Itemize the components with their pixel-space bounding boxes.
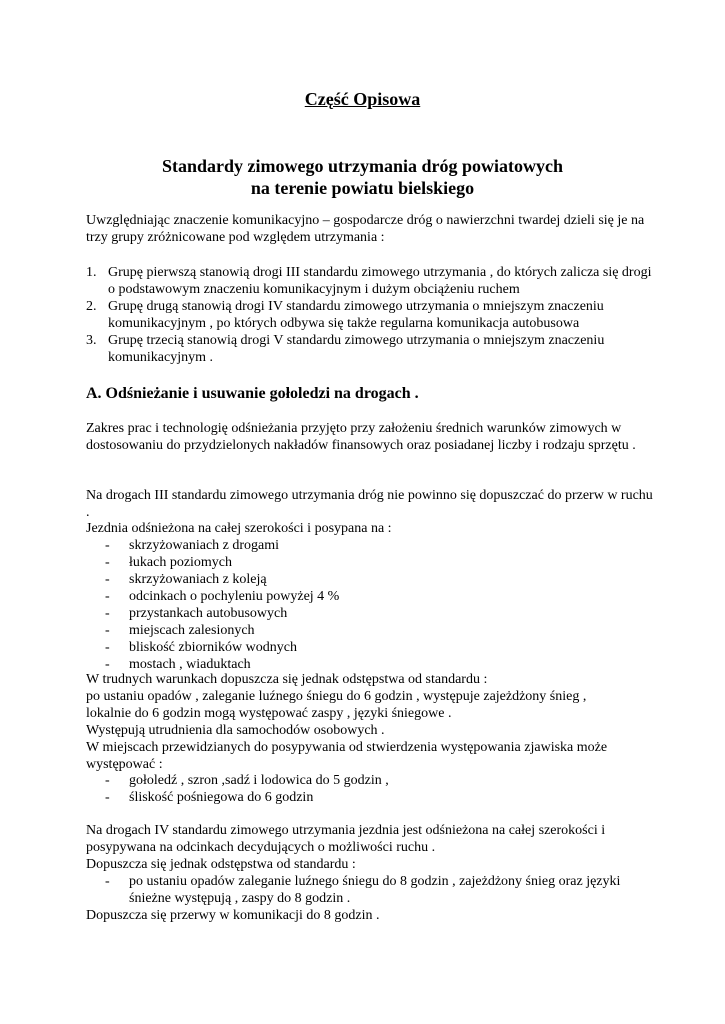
- list-item-text: bliskość zbiorników wodnych: [129, 640, 297, 655]
- list-item-text: skrzyżowaniach z drogami: [129, 538, 280, 553]
- difficult-conditions-line: W trudnych warunkach dopuszcza się jednak odstępstwa od standardu :: [86, 672, 488, 687]
- dash-bullet: -: [105, 606, 110, 621]
- list-item-text: skrzyżowaniach z koleją: [129, 572, 267, 587]
- list-item: [86, 264, 656, 298]
- standard-iv-paragraph: Na drogach IV standardu zimowego utrzymania jezdnia jest odśnieżona na całej szerokości i posypywana na odcinkach decydujących o możliwości ruchu .: [86, 823, 606, 855]
- scope-paragraph: Zakres prac i technologię odśnieżania przyjęto przy założeniu średnich warunków zimowych w dostosowaniu do przydzielonych nakładów finansowych oraz posiadanej liczby i rodzaju sprzętu .: [86, 421, 636, 453]
- dash-bullet: -: [105, 572, 110, 587]
- dash-bullet: -: [105, 623, 110, 638]
- list-item-text: łukach poziomych: [129, 555, 233, 570]
- difficult-conditions-line: lokalnie do 6 godzin mogą występować zaspy , języki śniegowe .: [86, 706, 452, 721]
- dash-bullet: -: [105, 589, 110, 604]
- list-item-number: 1.: [86, 265, 97, 280]
- list-item-text: Grupę trzecią stanowią drogi V standardu zimowego utrzymania o mniejszym znaczeniu komunikacyjnym .: [108, 333, 605, 365]
- section-a-heading: A. Odśnieżanie i usuwanie gołoledzi na drogach .: [86, 385, 419, 402]
- list-item-text: przystankach autobusowych: [129, 606, 288, 621]
- list-item: [86, 588, 656, 605]
- dash-bullet: -: [105, 538, 110, 553]
- breaks-line: Dopuszcza się przerwy w komunikacji do 8 godzin .: [86, 908, 380, 923]
- list-item-text: mostach , wiaduktach: [129, 657, 251, 672]
- difficult-conditions-line: Występują utrudnienia dla samochodów osobowych .: [86, 723, 385, 738]
- road-groups-list: [86, 264, 656, 366]
- difficult-conditions-line: po ustaniu opadów , zaleganie luźnego śniegu do 6 godzin , występuje zajeżdżony śnieg ,: [86, 689, 587, 704]
- sprinkling-locations-list: [86, 537, 656, 673]
- list-item: [86, 772, 656, 789]
- deviations-line: Dopuszcza się jednak odstępstwa od standardu :: [86, 857, 356, 872]
- dash-bullet: -: [105, 657, 110, 672]
- standard-iii-paragraph: Na drogach III standardu zimowego utrzymania dróg nie powinno się dopuszczać do przerw w ruchu .: [86, 488, 653, 520]
- list-item: [86, 605, 656, 622]
- list-item: [86, 789, 656, 806]
- difficult-conditions-block: [86, 671, 656, 773]
- list-item: [86, 571, 656, 588]
- list-item-text: śliskość pośniegowa do 6 godzin: [129, 790, 314, 805]
- dash-bullet: -: [105, 640, 110, 655]
- sprinkling-paragraph: W miejscach przewidzianych do posypywania od stwierdzenia występowania zjawiska może występować :: [86, 740, 608, 772]
- dash-bullet: -: [105, 790, 110, 805]
- list-item: [86, 298, 656, 332]
- list-item: [86, 639, 656, 656]
- list-item-number: 3.: [86, 333, 97, 348]
- list-item-text: gołoledź , szron ,sadź i lodowica do 5 godzin ,: [129, 773, 389, 788]
- dash-bullet: -: [105, 773, 110, 788]
- list-item-text: po ustaniu opadów zaleganie luźnego śniegu do 8 godzin , zajeżdżony śnieg oraz języki śnieżne występują , zaspy do 8 godzin .: [129, 874, 621, 906]
- dash-bullet: -: [105, 874, 110, 889]
- list-item-text: Grupę drugą stanowią drogi IV standardu zimowego utrzymania o mniejszym znaczeniu komunikacyjnym , po których odbywa się także regularna komunikacja autobusowa: [108, 299, 604, 331]
- phenomena-list: [86, 772, 656, 806]
- list-item-text: Grupę pierwszą stanowią drogi III standardu zimowego utrzymania , do których zalicza się drogi o podstawowym znaczeniu komunikacyjnym i dużym obciążeniu ruchem: [108, 265, 652, 297]
- list-item: [86, 332, 656, 366]
- document-title: Część Opisowa: [304, 89, 421, 109]
- list-item-number: 2.: [86, 299, 97, 314]
- dash-bullet: -: [105, 555, 110, 570]
- roadway-line: Jezdnia odśnieżona na całej szerokości i posypana na :: [86, 521, 392, 536]
- list-item: [86, 622, 656, 639]
- intro-paragraph: Uwzględniając znaczenie komunikacyjno – gospodarcze dróg o nawierzchni twardej dzieli się je na trzy grupy zróżnicowane pod względem utrzymania :: [86, 213, 645, 245]
- iv-deviations-list: [86, 873, 656, 907]
- list-item: [86, 537, 656, 554]
- document-subtitle-line-2: na terenie powiatu bielskiego: [250, 178, 475, 198]
- list-item-text: odcinkach o pochyleniu powyżej 4 %: [129, 589, 340, 604]
- list-item: [86, 873, 656, 907]
- list-item-text: miejscach zalesionych: [129, 623, 255, 638]
- list-item: [86, 554, 656, 571]
- document-subtitle-line-1: Standardy zimowego utrzymania dróg powiatowych: [162, 156, 563, 176]
